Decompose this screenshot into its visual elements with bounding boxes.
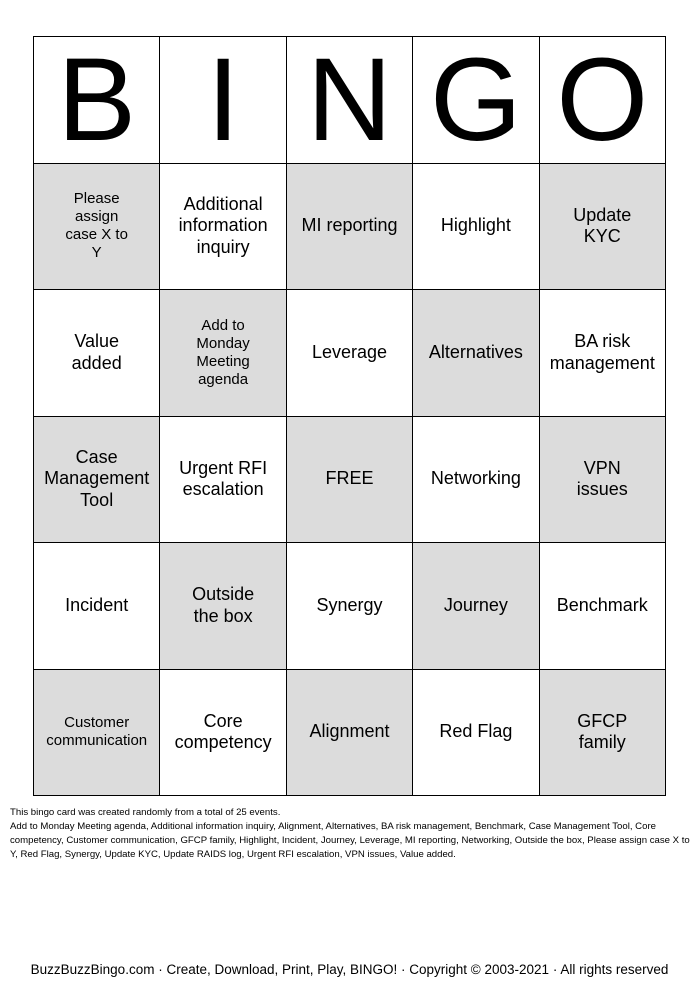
bingo-square [34, 417, 160, 544]
bingo-square [34, 543, 160, 670]
bingo-square [413, 417, 539, 544]
bingo-square [160, 417, 286, 544]
bingo-square-label: Alternatives [428, 341, 523, 362]
bingo-square [413, 670, 539, 797]
bingo-square [160, 290, 286, 417]
bingo-square [413, 543, 539, 670]
bingo-square [413, 290, 539, 417]
bingo-square-label: Value added [71, 331, 122, 373]
header-letter-g: G [413, 37, 539, 164]
bingo-square [287, 543, 413, 670]
bingo-square-label: Urgent RFI escalation [179, 457, 268, 500]
bingo-square-label: Case Management Tool [44, 446, 150, 511]
event-count-text: This bingo card was created randomly from a total of 25 events. [10, 807, 281, 818]
bingo-square [540, 670, 666, 797]
copyright-footer: BuzzBuzzBingo.com · Create, Download, Print, Play, BINGO! · Copyright © 2003-2021 · All rights reserved [30, 962, 669, 977]
bingo-square-label: Incident [65, 594, 129, 615]
bingo-square-label: Networking [430, 468, 521, 489]
bingo-square [287, 670, 413, 797]
bingo-square-label: Alignment [309, 721, 390, 742]
bingo-square-label: BA risk management [549, 331, 655, 373]
bingo-square [160, 670, 286, 797]
card-description [10, 806, 690, 862]
bingo-square [34, 670, 160, 797]
bingo-square-label: VPN issues [576, 457, 628, 500]
bingo-square [540, 417, 666, 544]
bingo-square [540, 290, 666, 417]
bingo-square [287, 417, 413, 544]
bingo-square-label: Journey [443, 594, 508, 615]
bingo-square-label: Additional information inquiry [178, 193, 268, 258]
bingo-square-label: Synergy [316, 594, 383, 615]
header-letter-b: B [34, 37, 160, 164]
event-list-text: Add to Monday Meeting agenda, Additional information inquiry, Alignment, Alternatives, BA risk management, Benchmark, Case Management Tool, Core competency, Customer communication, GFCP family, Highlight, Incident, Journey, Leverage, MI reporting, Networking, Outside the box, Please assign case X to Y, Red Flag, Synergy, Update KYC, Update RAIDS log, Urgent RFI escalation, VPN issues, Value added. [10, 820, 690, 860]
bingo-square-label: Please assign case X to Y [65, 190, 128, 262]
bingo-square-label: Outside the box [192, 584, 255, 626]
bingo-square-label: Core competency [174, 710, 272, 753]
bingo-square-label: Red Flag [439, 721, 513, 742]
bingo-square [34, 164, 160, 291]
bingo-square-label: MI reporting [301, 215, 398, 236]
bingo-square-label: Benchmark [556, 594, 648, 615]
header-letter-i: I [160, 37, 286, 164]
bingo-square [287, 290, 413, 417]
bingo-square-label: FREE [325, 468, 374, 489]
bingo-square [413, 164, 539, 291]
bingo-square [160, 543, 286, 670]
bingo-square-label: Customer communication [46, 714, 148, 750]
bingo-square-label: GFCP family [577, 710, 628, 753]
header-letter-o: O [540, 37, 666, 164]
bingo-square [34, 290, 160, 417]
bingo-square-label: Leverage [311, 341, 388, 362]
bingo-square [287, 164, 413, 291]
bingo-square-label: Update KYC [573, 204, 632, 247]
header-letter-n: N [287, 37, 413, 164]
bingo-square-label: Highlight [440, 215, 511, 236]
bingo-square [540, 543, 666, 670]
bingo-square [160, 164, 286, 291]
bingo-square-label: Add to Monday Meeting agenda [196, 316, 250, 388]
bingo-card [33, 36, 666, 796]
bingo-square [540, 164, 666, 291]
